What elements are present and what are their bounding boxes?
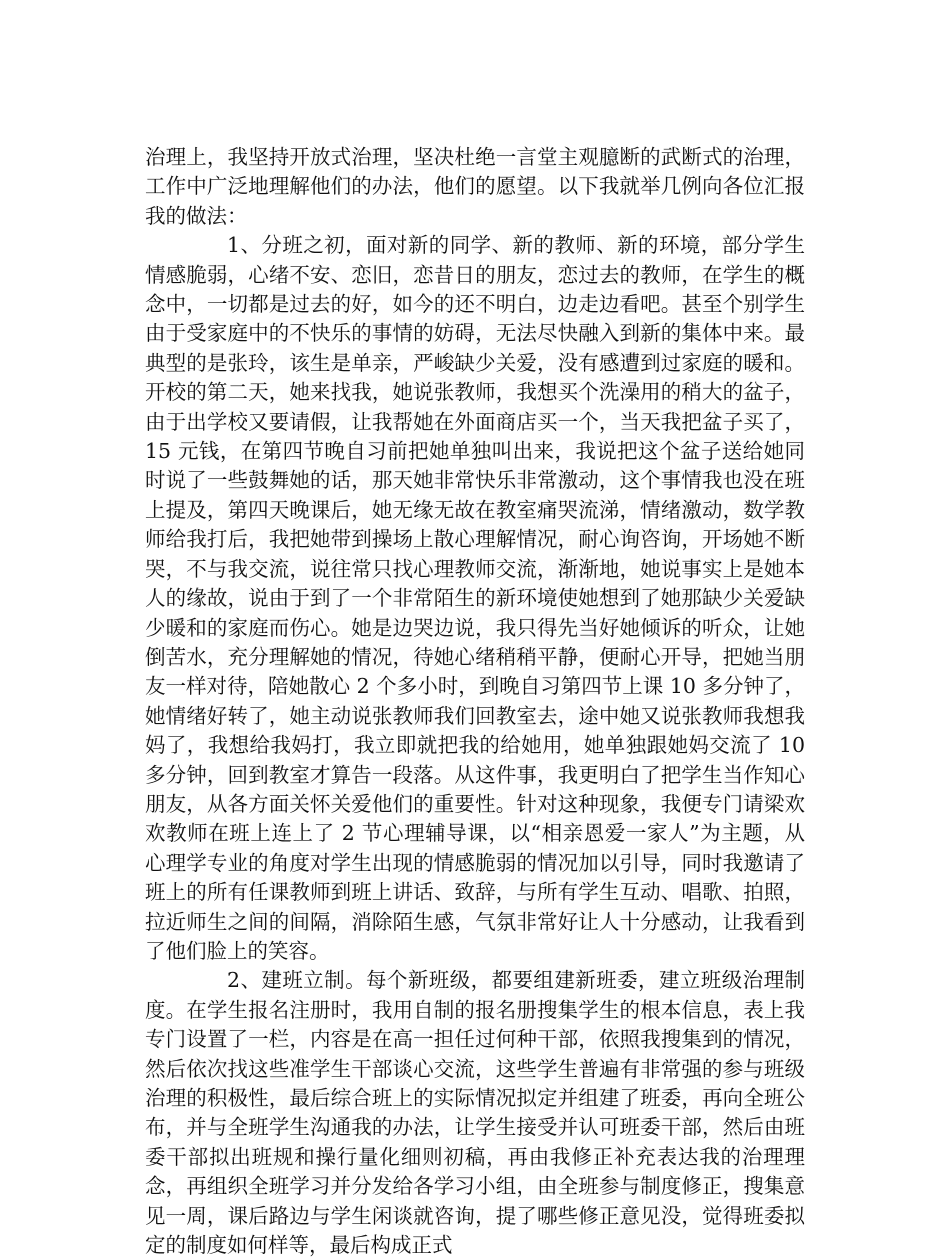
paragraph-item-2: 2、建班立制。每个新班级，都要组建新班委，建立班级治理制度。在学生报名注册时，我用自制的报名册搜集学生的根本信息，表上我专门设置了一栏，内容是在高一担任过何种干部，依照我搜集到的情况，然后依次找这些准学生干部谈心交流，这些学生普遍有非常强的参与班级治理的积极性，最后综合班上的实际情况拟定并组建了班委，再向全班公布，并与全班学生沟通我的办法，让学生接受并认可班委干部，然后由班委干部拟出班规和操行量化细则初稿，再由我修正补充表达我的治理理念，再组织全班学习并分发给各学习小组，由全班参与制度修正，搜集意见一周，课后路边与学生闲谈就咨询，提了哪些修正意见没，觉得班委拟定的制度如何样等，最后构成正式 [145,968,805,1258]
document-body [145,143,805,1260]
paragraph-intro: 治理上，我坚持开放式治理，坚决杜绝一言堂主观臆断的武断式的治理，工作中广泛地理解他们的办法，他们的愿望。以下我就举几例向各位汇报我的做法： [145,145,805,228]
paragraph-item-1: 1、分班之初，面对新的同学、新的教师、新的环境，部分学生情感脆弱，心绪不安、恋旧，恋昔日的朋友，恋过去的教师，在学生的概念中，一切都是过去的好，如今的还不明白，边走边看吧。甚至个别学生由于受家庭中的不快乐的事情的妨碍，无法尽快融入到新的集体中来。最典型的是张玲，该生是单亲，严峻缺少关爱，没有感遭到过家庭的暖和。开校的第二天，她来找我，她说张教师，我想买个洗澡用的稍大的盆子，由于出学校又要请假，让我帮她在外面商店买一个，当天我把盆子买了，15 元钱，在第四节晚自习前把她单独叫出来，我说把这个盆子送给她同时说了一些鼓舞她的话，那天她非常快乐非常激动，这个事情我也没在班上提及，第四天晚课后，她无缘无故在教室痛哭流涕，情绪激动，数学教师给我打后，我把她带到操场上散心理解情况，耐心询咨询，开场她不断哭，不与我交流，说往常只找心理教师交流，渐渐地，她说事实上是她本人的缘故，说由于到了一个非常陌生的新环境使她想到了她那缺少关爱缺少暖和的家庭而伤心。她是边哭边说，我只得先当好她倾诉的听众，让她倒苦水，充分理解她的情况，待她心绪稍稍平静，便耐心开导，把她当朋友一样对待，陪她散心 2 个多小时，到晚自习第四节上课 10 多分钟了，她情绪好转了，她主动说张教师我们回教室去，途中她又说张教师我想我妈了，我想给我妈打，我立即就把我的给她用，她单独跟她妈交流了 10 多分钟，回到教室才算告一段落。从这件事，我更明白了把学生当作知心朋友，从各方面关怀关爱他们的重要性。针对这种现象，我便专门请梁欢欢教师在班上连上了 2 节心理辅导课，以“相亲恩爱一家人”为主题，从心理学专业的角度对学生出现的情感脆弱的情况加以引导，同时我邀请了班上的所有任课教师到班上讲话、致辞，与所有学生互动、唱歌、拍照，拉近师生之间的间隔，消除陌生感，气氛非常好让人十分感动，让我看到了他们脸上的笑容。 [145,233,805,963]
